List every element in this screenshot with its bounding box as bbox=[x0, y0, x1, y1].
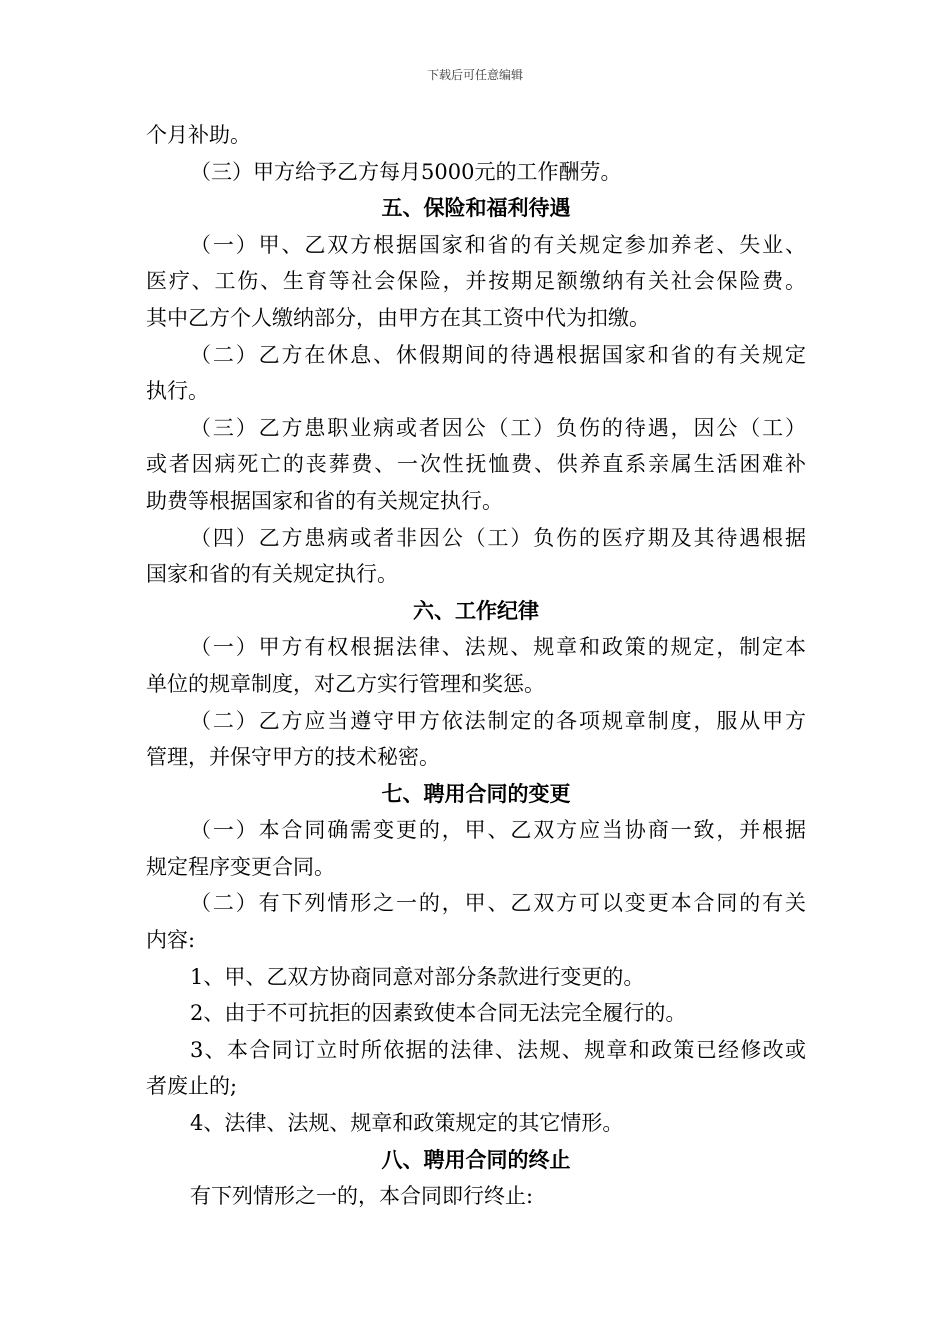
list-item: 3、本合同订立时所依据的法律、法规、规章和政策已经修改或 bbox=[190, 1037, 806, 1062]
section-heading: 八、聘用合同的终止 bbox=[381, 1147, 571, 1172]
paragraph-line: 医疗、工伤、生育等社会保险，并按期足额缴纳有关社会保险费。 bbox=[146, 269, 806, 294]
paragraph-line: （二）乙方在休息、休假期间的待遇根据国家和省的有关规定 bbox=[190, 342, 806, 367]
paragraph-line: 内容: bbox=[146, 928, 196, 953]
paragraph-line: 执行。 bbox=[146, 379, 209, 404]
paragraph-line: 其中乙方个人缴纳部分，由甲方在其工资中代为扣缴。 bbox=[146, 305, 650, 330]
paragraph-line: 者废止的; bbox=[146, 1074, 238, 1099]
paragraph-line: 规定程序变更合同。 bbox=[146, 854, 335, 879]
paragraph-line: 国家和省的有关规定执行。 bbox=[146, 562, 398, 587]
list-item: 2、由于不可抗拒的因素致使本合同无法完全履行的。 bbox=[190, 1001, 687, 1026]
paragraph-line: （三）甲方给予乙方每月5000元的工作酬劳。 bbox=[190, 159, 622, 184]
paragraph-line: 管理，并保守甲方的技术秘密。 bbox=[146, 745, 440, 770]
paragraph-line: （二）乙方应当遵守甲方依法制定的各项规章制度，服从甲方 bbox=[190, 708, 806, 733]
paragraph-line: （一）甲方有权根据法律、法规、规章和政策的规定，制定本 bbox=[190, 635, 806, 660]
paragraph-line: （二）有下列情形之一的，甲、乙双方可以变更本合同的有关 bbox=[190, 891, 806, 916]
section-heading: 七、聘用合同的变更 bbox=[381, 781, 571, 806]
paragraph-line: （四）乙方患病或者非因公（工）负伤的医疗期及其待遇根据 bbox=[190, 525, 806, 550]
document-body bbox=[146, 117, 806, 1215]
paragraph-line: 个月补助。 bbox=[146, 123, 251, 147]
paragraph-line: （一）本合同确需变更的，甲、乙双方应当协商一致，并根据 bbox=[190, 818, 806, 843]
list-item: 1、甲、乙双方协商同意对部分条款进行变更的。 bbox=[190, 964, 645, 989]
page-header: 下载后可任意编辑 bbox=[426, 68, 523, 82]
section-heading: 六、工作纪律 bbox=[413, 598, 539, 623]
paragraph-line: 有下列情形之一的，本合同即行终止: bbox=[190, 1184, 534, 1209]
paragraph-line: （一）甲、乙双方根据国家和省的有关规定参加养老、失业、 bbox=[190, 232, 806, 257]
paragraph-line: 或者因病死亡的丧葬费、一次性抚恤费、供养直系亲属生活困难补 bbox=[146, 452, 806, 477]
list-item: 4、法律、法规、规章和政策规定的其它情形。 bbox=[190, 1111, 624, 1136]
paragraph-line: （三）乙方患职业病或者因公（工）负伤的待遇，因公（工） bbox=[190, 415, 806, 440]
paragraph-line: 单位的规章制度，对乙方实行管理和奖惩。 bbox=[146, 671, 545, 696]
paragraph-line: 助费等根据国家和省的有关规定执行。 bbox=[146, 488, 503, 513]
section-heading: 五、保险和福利待遇 bbox=[381, 196, 571, 221]
